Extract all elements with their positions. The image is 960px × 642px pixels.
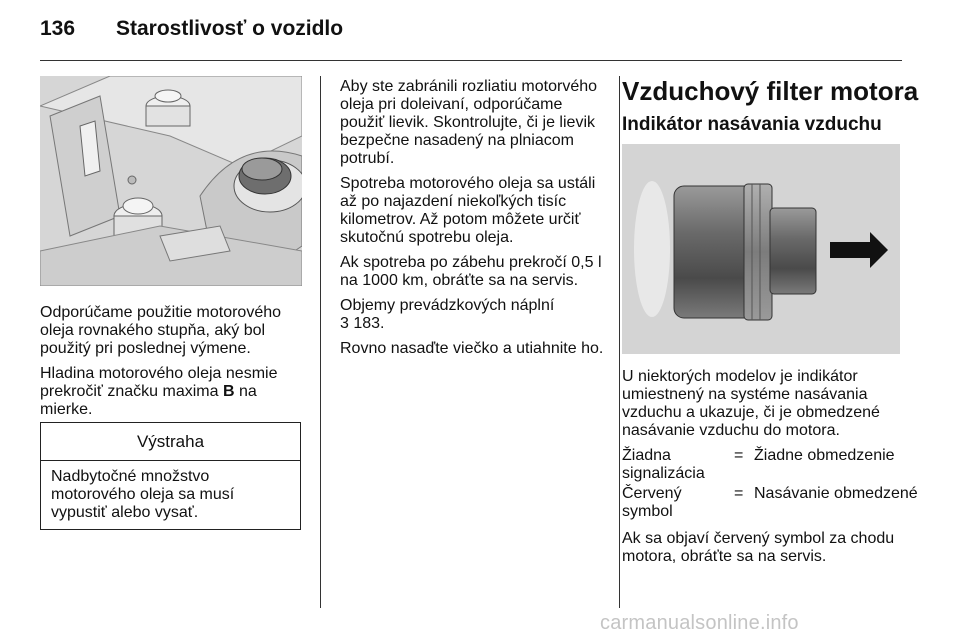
table-meaning: Nasávanie obmedzené — [754, 485, 918, 502]
page-reference-link[interactable]: 3 183. — [340, 315, 385, 332]
column-divider-2 — [619, 76, 620, 608]
header-rule — [40, 60, 902, 61]
column-divider-1 — [320, 76, 321, 608]
warning-box — [40, 422, 301, 530]
air-indicator-figure — [622, 144, 900, 354]
table-state: Žiadna signalizácia — [622, 447, 705, 482]
table-row — [622, 485, 918, 523]
subsection-heading: Indikátor nasávania vzduchu — [622, 114, 882, 135]
indicator-table — [622, 447, 918, 523]
red-symbol-paragraph: Ak sa objaví červený symbol za chodu motora, obráťte sa na servis. — [622, 530, 895, 565]
middle-column-text — [340, 78, 608, 365]
section-heading: Vzduchový filter motora — [622, 76, 919, 106]
service-paragraph: Ak spotreba po zábehu prekročí 0,5 l na 1000 km, obráťte sa na servis. — [340, 254, 602, 289]
mark-b: B — [222, 383, 235, 400]
table-equals: = — [734, 447, 744, 464]
capacities-paragraph: Objemy prevádzkových náplní 3 183. — [340, 297, 555, 332]
left-column-text — [40, 304, 302, 426]
page-number: 136 — [40, 17, 76, 40]
oil-grade-paragraph: Odporúčame použitie motorového oleja rovnakého stupňa, aký bol použitý pri poslednej výmene. — [40, 304, 282, 357]
funnel-paragraph: Aby ste zabránili rozliatiu motorvého oleja pri doleivaní, odporúčame použiť lievik. Skontrolujte, či je lievik bezpečne nasadený na plniacom potrubí. — [340, 78, 598, 167]
warning-title: Výstraha — [41, 423, 300, 461]
table-row — [622, 447, 904, 485]
indicator-description: U niektorých modelov je indikátor umiestnený na systéme nasávania vzduchu a ukazuje, či je obmedzené nasávanie vzduchu do motora. — [622, 368, 880, 439]
right-column-headings — [622, 76, 919, 136]
table-meaning: Žiadne obmedzenie — [754, 447, 895, 464]
consumption-paragraph: Spotreba motorového oleja sa ustáli až po najazdení niekoľkých tisíc kilometrov. Až potom môžete určiť skutočnú spotrebu oleja. — [340, 175, 596, 246]
cap-paragraph: Rovno nasaďte viečko a utiahnite ho. — [340, 340, 604, 357]
engine-oil-figure — [40, 76, 302, 286]
warning-text: Nadbytočné množstvo motorového oleja sa musí vypustiť alebo vysať. — [51, 468, 235, 521]
engine-oil-filler-illustration — [40, 76, 302, 286]
page-title: Starostlivosť o vozidlo — [116, 17, 344, 40]
table-equals: = — [734, 485, 744, 502]
air-intake-indicator-illustration — [622, 144, 900, 354]
table-state: Červený symbol — [622, 485, 682, 520]
watermark: carmanualsonline.info — [600, 612, 799, 634]
oil-level-paragraph: Hladina motorového oleja nesmie prekročiť značku maxima B na mierke. — [40, 365, 278, 418]
